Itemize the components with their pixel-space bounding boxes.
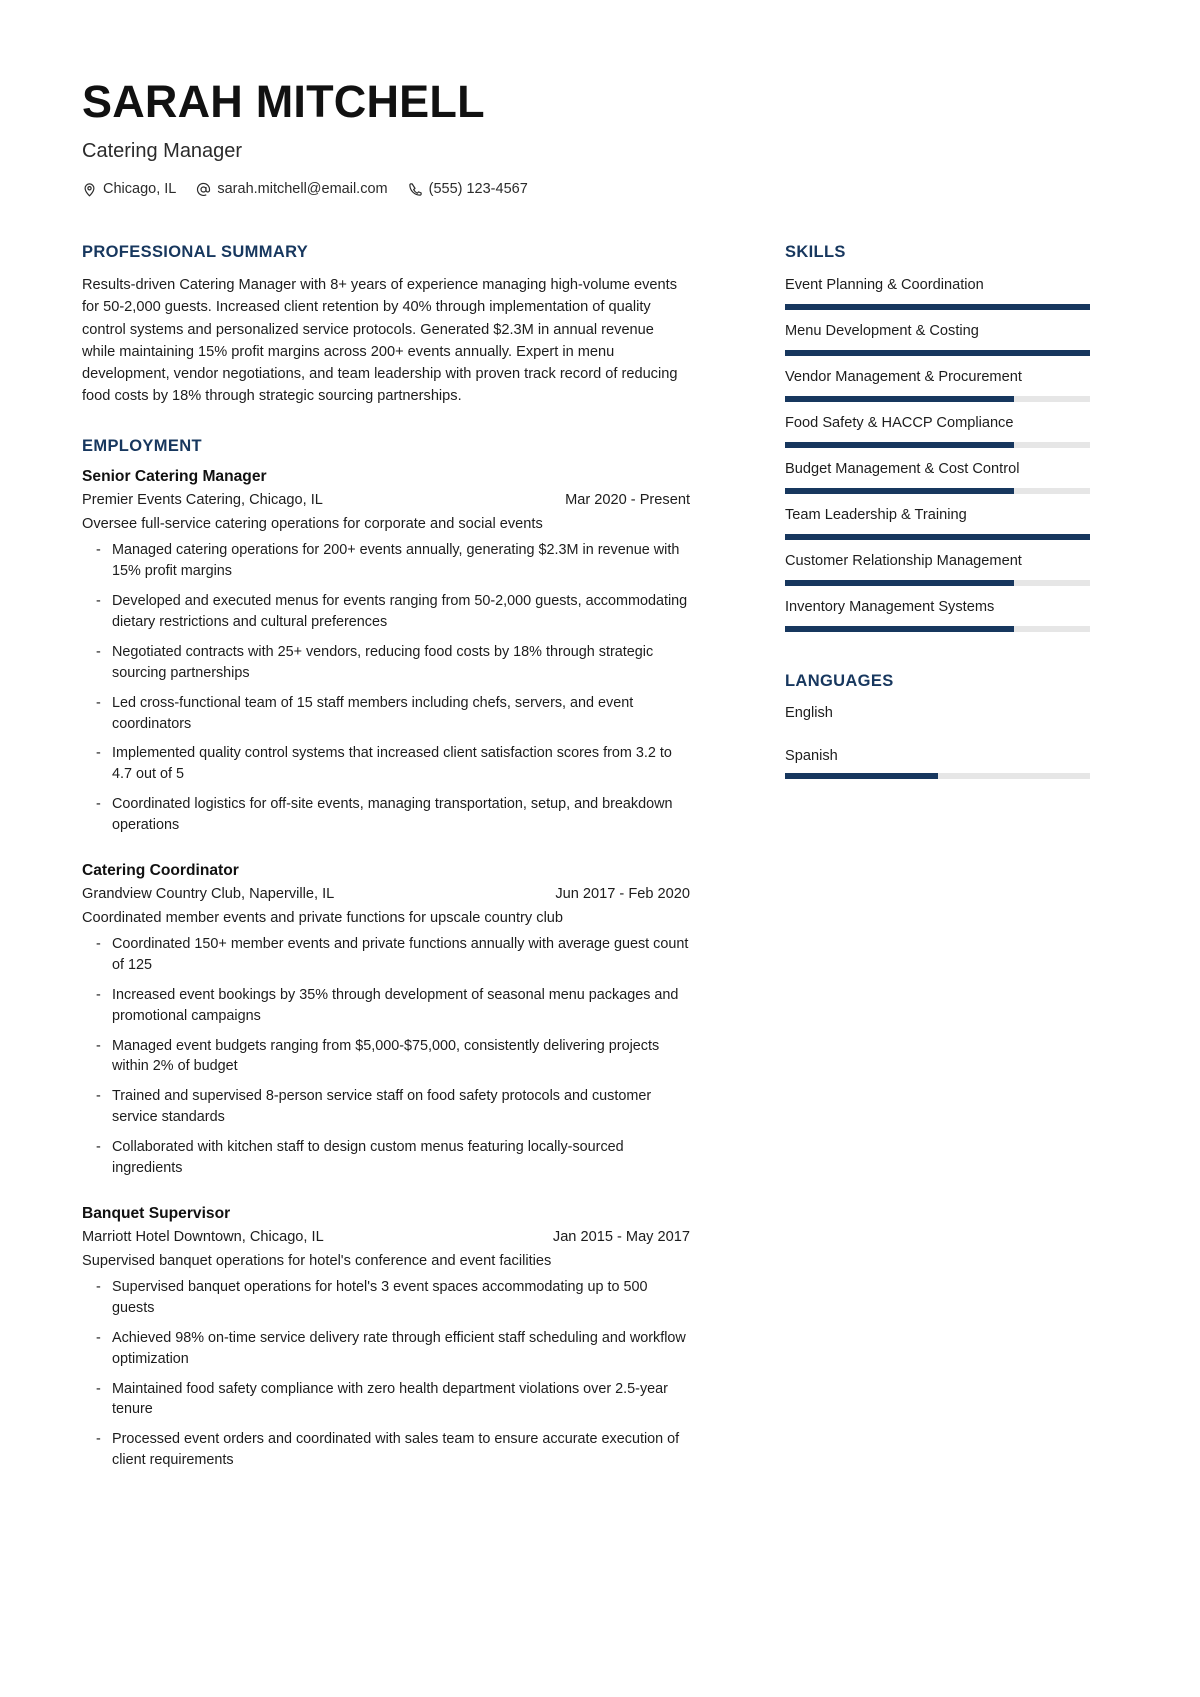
candidate-name: SARAH MITCHELL bbox=[82, 76, 485, 127]
bullet-marker: - bbox=[96, 1139, 101, 1156]
resume-header bbox=[82, 78, 1118, 197]
skills-list bbox=[785, 276, 1090, 632]
employment-dates: Mar 2020 - Present bbox=[565, 492, 690, 509]
skill-level-fill bbox=[785, 626, 1014, 632]
employment-entry bbox=[82, 1205, 690, 1471]
employment-bullet bbox=[82, 693, 690, 735]
bullet-marker: - bbox=[96, 1088, 101, 1105]
skill-item bbox=[785, 276, 1090, 310]
contact-phone[interactable] bbox=[408, 181, 528, 197]
employment-bullet bbox=[82, 934, 690, 976]
bullet-marker: - bbox=[96, 694, 101, 711]
skill-level-fill bbox=[785, 580, 1014, 586]
skills-heading: SKILLS bbox=[785, 243, 846, 262]
skill-level-track bbox=[785, 396, 1090, 402]
at-sign-icon bbox=[196, 182, 211, 197]
skill-level-fill bbox=[785, 350, 1090, 356]
language-item bbox=[785, 748, 1090, 779]
employment-bullet-text: Coordinated logistics for off-site events, managing transportation, setup, and breakdown operations bbox=[112, 796, 673, 834]
employment-bullet bbox=[82, 540, 690, 582]
employment-bullet-text: Led cross-functional team of 15 staff members including chefs, servers, and event coordinators bbox=[112, 694, 634, 732]
skill-item bbox=[785, 368, 1090, 402]
phone-text: (555) 123-4567 bbox=[428, 181, 528, 198]
skill-level-track bbox=[785, 626, 1090, 632]
skill-level-track bbox=[785, 304, 1090, 310]
language-level-track bbox=[785, 773, 1090, 779]
bullet-marker: - bbox=[96, 1380, 101, 1397]
bullet-marker: - bbox=[96, 936, 101, 953]
skill-label: Event Planning & Coordination bbox=[785, 277, 984, 294]
employment-meta bbox=[82, 886, 690, 902]
employment-bullet-text: Coordinated 150+ member events and private functions annually with average guest count of 125 bbox=[112, 936, 689, 973]
employment-bullet-text: Trained and supervised 8-person service staff on food safety protocols and customer service standards bbox=[112, 1088, 652, 1126]
employment-entry bbox=[82, 468, 690, 836]
skill-level-fill bbox=[785, 488, 1014, 494]
bullet-marker: - bbox=[96, 1279, 101, 1295]
main-column bbox=[82, 243, 690, 1471]
phone-icon bbox=[408, 182, 423, 197]
language-item bbox=[785, 705, 1090, 736]
employment-description: Oversee full-service catering operations for corporate and social events bbox=[82, 516, 543, 533]
skill-level-fill bbox=[785, 304, 1090, 310]
location-pin-icon bbox=[82, 182, 97, 197]
skill-level-fill bbox=[785, 534, 1090, 540]
bullet-marker: - bbox=[96, 745, 101, 762]
bullet-marker: - bbox=[96, 542, 101, 559]
skill-level-track bbox=[785, 488, 1090, 494]
skill-level-fill bbox=[785, 442, 1014, 448]
employment-bullet-text: Implemented quality control systems that increased client satisfaction scores from 3.2 to 4.7 out of 5 bbox=[112, 745, 672, 783]
employment-role: Senior Catering Manager bbox=[82, 468, 267, 486]
language-level-spacer bbox=[785, 730, 1090, 736]
language-label: Spanish bbox=[785, 748, 838, 764]
employment-company: Marriott Hotel Downtown, Chicago, IL bbox=[82, 1228, 324, 1245]
section-professional-summary bbox=[82, 243, 690, 407]
employment-description: Coordinated member events and private functions for upscale country club bbox=[82, 909, 564, 926]
employment-meta bbox=[82, 1229, 690, 1245]
employment-bullets bbox=[82, 934, 690, 1179]
bullet-marker: - bbox=[96, 593, 101, 610]
employment-bullet bbox=[82, 591, 690, 633]
employment-company: Premier Events Catering, Chicago, IL bbox=[82, 492, 323, 509]
employment-bullet bbox=[82, 1137, 690, 1179]
skill-label: Customer Relationship Management bbox=[785, 553, 1022, 570]
skill-label: Inventory Management Systems bbox=[785, 599, 995, 616]
skill-item bbox=[785, 460, 1090, 494]
contact-location bbox=[82, 181, 176, 197]
employment-heading: EMPLOYMENT bbox=[82, 437, 202, 456]
employment-bullet-text: Supervised banquet operations for hotel's 3 event spaces accommodating up to 500 guests bbox=[112, 1279, 648, 1316]
skill-item bbox=[785, 552, 1090, 586]
employment-bullets bbox=[82, 1277, 690, 1471]
employment-company: Grandview Country Club, Naperville, IL bbox=[82, 885, 335, 902]
skill-item bbox=[785, 506, 1090, 540]
languages-list bbox=[785, 705, 1090, 779]
employment-bullet bbox=[82, 1086, 690, 1128]
skill-level-track bbox=[785, 442, 1090, 448]
employment-bullet bbox=[82, 1328, 690, 1370]
employment-bullet-text: Processed event orders and coordinated with sales team to ensure accurate execution of client requirements bbox=[112, 1431, 680, 1469]
employment-bullet bbox=[82, 642, 690, 684]
employment-bullet-text: Collaborated with kitchen staff to design custom menus featuring locally-sourced ingredients bbox=[112, 1139, 624, 1176]
skill-item bbox=[785, 598, 1090, 632]
employment-description: Supervised banquet operations for hotel's conference and event facilities bbox=[82, 1252, 552, 1269]
skill-item bbox=[785, 322, 1090, 356]
contact-row bbox=[82, 181, 1118, 197]
language-label: English bbox=[785, 705, 833, 721]
email-text: sarah.mitchell@email.com bbox=[217, 181, 388, 198]
section-employment bbox=[82, 437, 690, 1471]
employment-bullet bbox=[82, 1036, 690, 1078]
bullet-marker: - bbox=[96, 986, 101, 1003]
section-languages bbox=[785, 672, 1090, 779]
employment-bullet bbox=[82, 743, 690, 785]
skill-label: Team Leadership & Training bbox=[785, 507, 967, 524]
professional-summary-heading: PROFESSIONAL SUMMARY bbox=[82, 243, 309, 262]
skill-label: Vendor Management & Procurement bbox=[785, 369, 1022, 386]
employment-bullet-text: Achieved 98% on-time service delivery rate through efficient staff scheduling and workflow optimization bbox=[112, 1329, 686, 1367]
employment-role: Catering Coordinator bbox=[82, 861, 239, 879]
candidate-job-title: Catering Manager bbox=[82, 140, 243, 163]
bullet-marker: - bbox=[96, 1431, 101, 1448]
employment-meta bbox=[82, 492, 690, 508]
skill-label: Budget Management & Cost Control bbox=[785, 461, 1020, 478]
skill-item bbox=[785, 414, 1090, 448]
contact-email[interactable] bbox=[196, 181, 387, 197]
employment-dates: Jun 2017 - Feb 2020 bbox=[555, 885, 690, 902]
employment-list bbox=[82, 468, 690, 1471]
employment-bullet bbox=[82, 985, 690, 1027]
employment-bullet bbox=[82, 1277, 690, 1319]
side-column bbox=[785, 243, 1090, 791]
employment-bullet bbox=[82, 1379, 690, 1421]
languages-heading: LANGUAGES bbox=[785, 672, 894, 690]
bullet-marker: - bbox=[96, 1037, 101, 1054]
bullet-marker: - bbox=[96, 1329, 101, 1346]
section-skills bbox=[785, 243, 1090, 632]
professional-summary-text: Results-driven Catering Manager with 8+ years of experience managing high-volume events for 50-2,000 guests. Increased client retention by 40% through implementation of quality control systems and personalized service protocols. Generated $2.3M in annual revenue while maintaining 15% profit margins across 200+ events annually. Expert in menu development, vendor negotiations, and team leadership with proven track record of reducing food costs by 18% through strategic sourcing partnerships. bbox=[82, 277, 678, 405]
language-level-fill bbox=[785, 773, 938, 779]
skill-label: Menu Development & Costing bbox=[785, 323, 979, 340]
employment-bullet-text: Developed and executed menus for events ranging from 50-2,000 guests, accommodating dietary restrictions and cultural preferences bbox=[112, 593, 688, 631]
skill-level-fill bbox=[785, 396, 1014, 402]
employment-dates: Jan 2015 - May 2017 bbox=[552, 1228, 690, 1245]
side-spacer bbox=[785, 644, 1090, 672]
employment-bullet bbox=[82, 1429, 690, 1471]
employment-bullet-text: Managed catering operations for 200+ events annually, generating $2.3M in revenue with 15% profit margins bbox=[112, 542, 680, 580]
location-text: Chicago, IL bbox=[103, 181, 177, 198]
skill-level-track bbox=[785, 534, 1090, 540]
employment-bullet bbox=[82, 794, 690, 836]
skill-label: Food Safety & HACCP Compliance bbox=[785, 415, 1014, 432]
employment-bullet-text: Managed event budgets ranging from $5,000-$75,000, consistently delivering projects within 2% of budget bbox=[112, 1037, 660, 1075]
employment-bullet-text: Maintained food safety compliance with zero health department violations over 2.5-year tenure bbox=[112, 1380, 668, 1418]
employment-entry bbox=[82, 862, 690, 1179]
employment-bullet-text: Negotiated contracts with 25+ vendors, reducing food costs by 18% through strategic sourcing partnerships bbox=[112, 643, 654, 681]
employment-bullets bbox=[82, 540, 690, 836]
bullet-marker: - bbox=[96, 796, 101, 813]
employment-role: Banquet Supervisor bbox=[82, 1204, 231, 1222]
employment-bullet-text: Increased event bookings by 35% through development of seasonal menu packages and promotional campaigns bbox=[112, 986, 679, 1024]
skill-level-track bbox=[785, 580, 1090, 586]
resume-body bbox=[82, 243, 1118, 1471]
skill-level-track bbox=[785, 350, 1090, 356]
bullet-marker: - bbox=[96, 643, 101, 660]
